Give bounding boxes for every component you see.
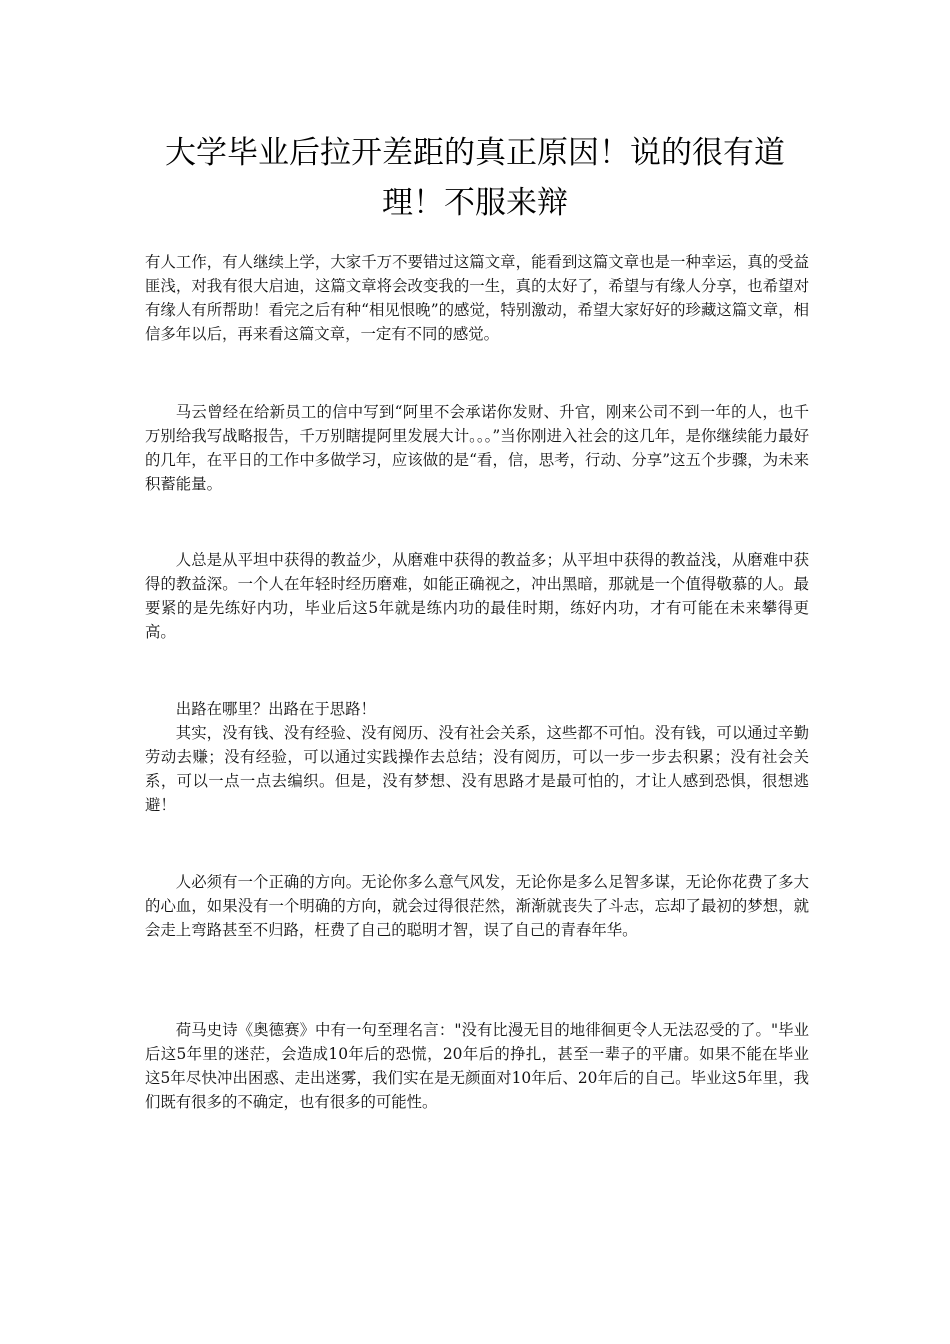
document-title: 大学毕业后拉开差距的真正原因！说的很有道理！不服来辩 <box>165 135 785 221</box>
paragraph-odyssey: 荷马史诗《奥德赛》中有一句至理名言："没有比漫无目的地徘徊更令人无法忍受的了。"毕业后这5年里的迷茫，会造成10年后的恐慌，20年后的挣扎，甚至一辈子的平庸。如果不能在毕业这5年尽快冲出困惑、走出迷雾，我们实在是无颜面对10年后、20年后的自己。毕业这5年里，我们既有很多的不确定，也有很多的可能性。 <box>145 1021 809 1111</box>
paragraph-hardship: 人总是从平坦中获得的教益少，从磨难中获得的教益多；从平坦中获得的教益浅，从磨难中获得的教益深。一个人在年轻时经历磨难，如能正确视之，冲出黑暗，那就是一个值得敬慕的人。最要紧的是先练好内功，毕业后这5年就是练内功的最佳时期，练好内功，才有可能在未来攀得更高。 <box>145 551 809 641</box>
paragraph-jack-ma: 马云曾经在给新员工的信中写到“阿里不会承诺你发财、升官，刚来公司不到一年的人，也千万别给我写战略报告，千万别瞎提阿里发展大计。。。”当你刚进入社会的这几年，是你继续能力最好的几年，在平日的工作中多做学习，应该做的是“看，信，思考，行动、分享”这五个步骤，为未来积蓄能量。 <box>145 403 809 493</box>
paragraph-intro: 有人工作，有人继续上学，大家千万不要错过这篇文章，能看到这篇文章也是一种幸运，真的受益匪浅，对我有很大启迪，这篇文章将会改变我的一生，真的太好了，希望与有缘人分享，也希望对有缘人有所帮助！看完之后有种“相见恨晚”的感觉，特别激动，希望大家好好的珍藏这篇文章，相信多年以后，再来看这篇文章，一定有不同的感觉。 <box>145 253 809 343</box>
paragraph-way-out-heading: 出路在哪里？出路在于思路！ <box>175 700 376 718</box>
paragraph-no-money: 其实，没有钱、没有经验、没有阅历、没有社会关系，这些都不可怕。没有钱，可以通过辛勤劳动去赚；没有经验，可以通过实践操作去总结；没有阅历，可以一步一步去积累；没有社会关系，可以一点一点去编织。但是，没有梦想、没有思路才是最可怕的，才让人感到恐惧，很想逃避！ <box>145 724 809 814</box>
paragraph-direction: 人必须有一个正确的方向。无论你多么意气风发，无论你是多么足智多谋，无论你花费了多大的心血，如果没有一个明确的方向，就会过得很茫然，渐渐就丧失了斗志，忘却了最初的梦想，就会走上弯路甚至不归路，枉费了自己的聪明才智，误了自己的青春年华。 <box>145 873 809 939</box>
